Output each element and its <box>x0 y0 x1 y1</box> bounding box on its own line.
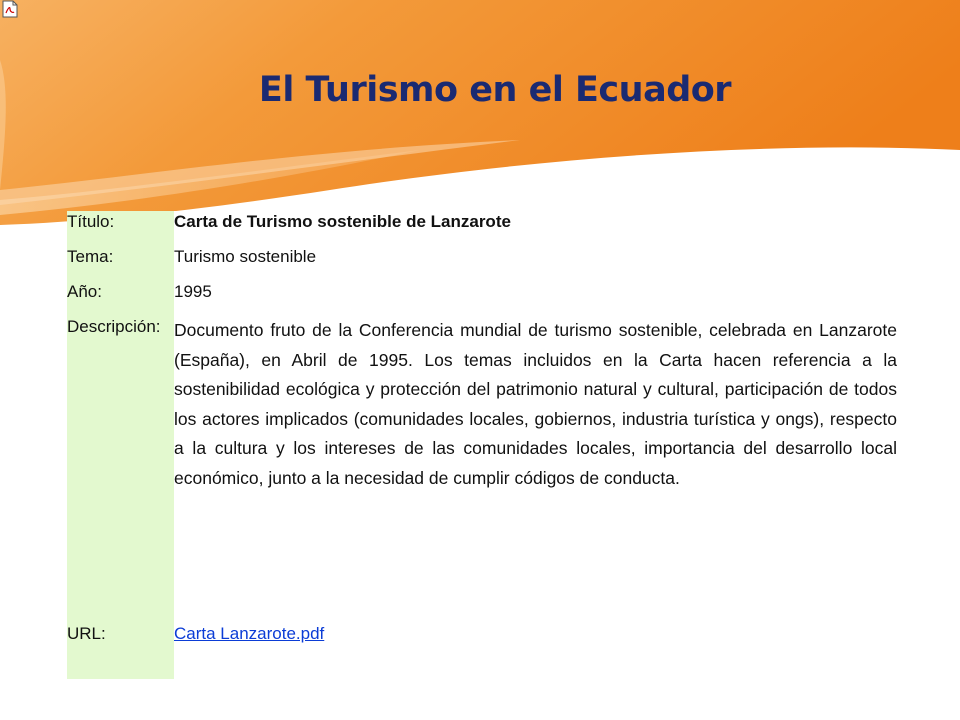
slide-title: El Turismo en el Ecuador <box>258 70 732 110</box>
row-value-titulo: Carta de Turismo sostenible de Lanzarote <box>174 211 897 246</box>
row-label-anio: Año: <box>67 281 174 316</box>
table-row-tema <box>67 246 897 281</box>
row-label-descripcion: Descripción: <box>67 316 174 606</box>
table-row-descripcion <box>67 316 897 606</box>
row-label-titulo: Título: <box>67 211 174 246</box>
resource-info-table <box>67 211 897 679</box>
table-row-url <box>67 606 897 679</box>
row-label-url: URL: <box>67 606 174 679</box>
row-value-tema: Turismo sostenible <box>174 246 897 281</box>
row-value-anio: 1995 <box>174 281 897 316</box>
pdf-download-link[interactable]: Carta Lanzarote.pdf <box>174 606 897 679</box>
row-label-tema: Tema: <box>67 246 174 281</box>
row-value-descripcion: Documento fruto de la Conferencia mundial de turismo sostenible, celebrada en Lanzarote (España), en Abril de 1995. Los temas incluidos en la Carta hacen referencia a la sostenibilidad ecológica y protección del patrimonio natural y cultural, participación de todos los actores implicados (comunidades locales, gobiernos, industria turística y ongs), respecto a la cultura y los intereses de las comunidades locales, importancia del desarrollo local económico, junto a la necesidad de cumplir códigos de conducta. <box>174 316 897 606</box>
orange-header-banner <box>0 0 960 230</box>
pdf-document-icon[interactable] <box>2 0 18 18</box>
table-row-titulo <box>67 211 897 246</box>
table-row-anio <box>67 281 897 316</box>
